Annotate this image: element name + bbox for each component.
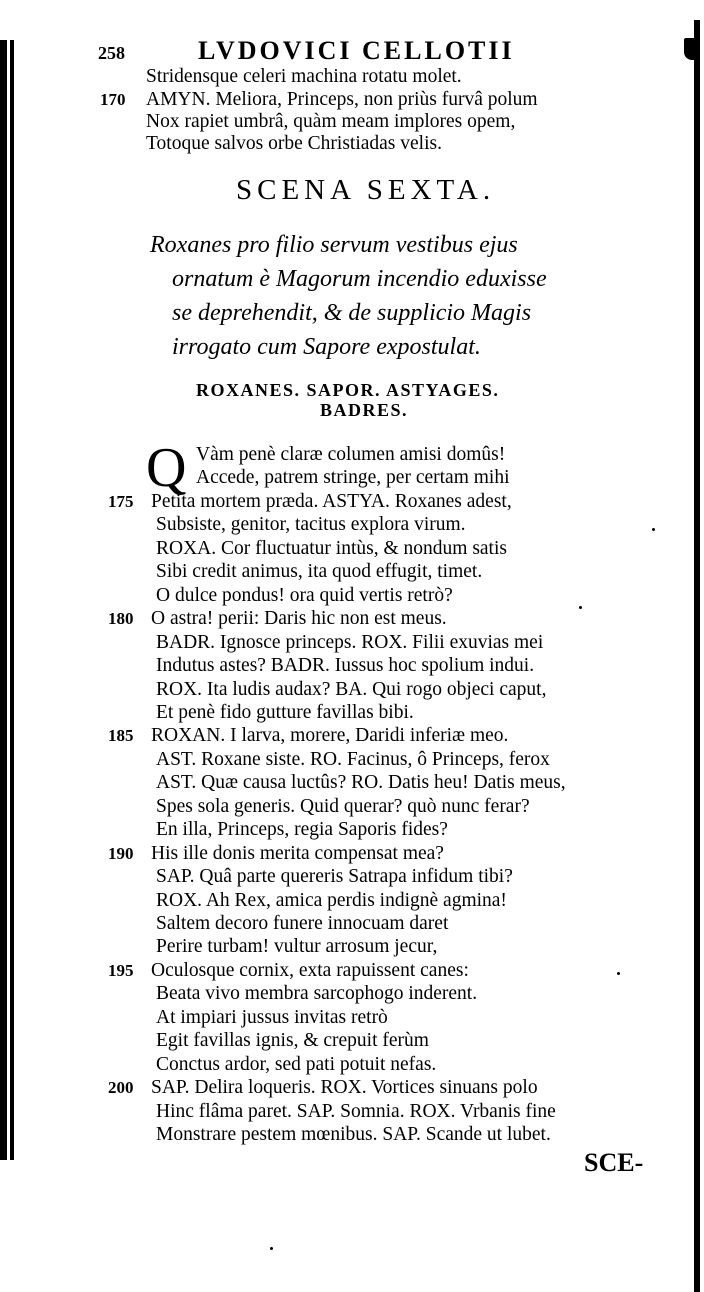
verse-text: ROX. Ita ludis audax? BA. Qui rogo objeci caput,: [156, 679, 547, 700]
verse-text: Conctus ardor, sed pati potuit nefas.: [156, 1054, 437, 1075]
verse-text: Indutus astes? BADR. Iussus hoc spolium indui.: [156, 655, 535, 676]
verse-text: SAP. Quâ parte quereris Satrapa infidum tibi?: [156, 866, 513, 887]
page-edge-left: [0, 40, 18, 1160]
argument-line: Roxanes pro filio servum vestibus ejus: [150, 232, 518, 258]
verse-text: Totoque salvos orbe Christiadas velis.: [146, 133, 442, 154]
verse-text: Stridensque celeri machina rotatu molet.: [146, 66, 462, 87]
line-number: 185: [108, 726, 134, 745]
verse-text: Saltem decoro funere innocuam daret: [156, 913, 449, 934]
page-edge-notch: [684, 38, 700, 60]
verse-text: AMYN. Meliora, Princeps, non priùs furvâ polum: [146, 89, 538, 110]
verse-text: AST. Roxane siste. RO. Facinus, ô Princeps, ferox: [156, 749, 550, 770]
dramatis-personae: ROXANES. SAPOR. ASTYAGES.: [196, 380, 500, 400]
line-number: 180: [108, 609, 134, 628]
line-number: 200: [108, 1078, 134, 1097]
verse-text: His ille donis merita compensat mea?: [151, 843, 444, 864]
catchword: SCE-: [584, 1148, 644, 1177]
verse-text: Hinc flâma paret. SAP. Somnia. ROX. Vrbanis fine: [156, 1101, 556, 1122]
verse-text: ROX. Ah Rex, amica perdis indignè agmina!: [156, 890, 507, 911]
page-edge-right: [694, 20, 700, 1292]
verse-text: Petita mortem præda. ASTYA. Roxanes adest,: [151, 491, 512, 512]
speck: [579, 606, 582, 609]
line-number: 170: [100, 90, 126, 109]
running-title: LVDOVICI CELLOTII: [198, 36, 515, 65]
verse-text: BADR. Ignosce princeps. ROX. Filii exuvias mei: [156, 632, 544, 653]
speck: [652, 528, 655, 531]
line-number: 175: [108, 492, 134, 511]
running-header: [98, 35, 568, 67]
argument-line: se deprehendit, & de supplicio Magis: [172, 300, 532, 326]
verse-text: Nox rapiet umbrâ, quàm meam implores opem,: [146, 111, 516, 132]
verse-text: Oculosque cornix, exta rapuissent canes:: [151, 960, 469, 981]
argument-line: ornatum è Magorum incendio eduxisse: [172, 266, 547, 292]
verse-text: Beata vivo membra sarcophogo inderent.: [156, 983, 478, 1004]
speck: [270, 1247, 273, 1250]
page-number: 258: [98, 43, 125, 63]
verse-text: En illa, Princeps, regia Saporis fides?: [156, 819, 448, 840]
verse-text: SAP. Delira loqueris. ROX. Vortices sinuans polo: [151, 1077, 538, 1098]
verse-text: Accede, patrem stringe, per certam mihi: [196, 467, 510, 488]
verse-text: Monstrare pestem mœnibus. SAP. Scande ut lubet.: [156, 1124, 551, 1145]
speck: [617, 972, 620, 975]
scene-title: SCENA SEXTA.: [236, 174, 496, 206]
verse-text: Sibi credit animus, ita quod effugit, timet.: [156, 561, 483, 582]
verse-text: AST. Quæ causa luctûs? RO. Datis heu! Datis meus,: [156, 772, 566, 793]
verse-text: ROXA. Cor fluctuatur intùs, & nondum satis: [156, 538, 507, 559]
dramatis-personae: BADRES.: [320, 400, 409, 420]
verse-text: At impiari jussus invitas retrò: [156, 1007, 388, 1028]
verse-text: ROXAN. I larva, morere, Daridi inferiæ meo.: [151, 725, 509, 746]
argument-line: irrogato cum Sapore expostulat.: [172, 334, 481, 360]
verse-text: Perire turbam! vultur arrosum jecur,: [156, 936, 438, 957]
verse-text: O dulce pondus! ora quid vertis retrò?: [156, 585, 453, 606]
line-number: 195: [108, 961, 134, 980]
verse-text: Et penè fido gutture favillas bibi.: [156, 702, 414, 723]
verse-text: Subsiste, genitor, tacitus explora virum.: [156, 514, 466, 535]
verse-text: Vàm penè claræ columen amisi domûs!: [196, 444, 506, 465]
line-number: 190: [108, 844, 134, 863]
verse-text: Spes sola generis. Quid querar? quò nunc ferar?: [156, 796, 530, 817]
verse-text: Egit favillas ignis, & crepuit ferùm: [156, 1030, 429, 1051]
verse-text: O astra! perii: Daris hic non est meus.: [151, 608, 447, 629]
drop-cap: Q: [146, 437, 187, 499]
